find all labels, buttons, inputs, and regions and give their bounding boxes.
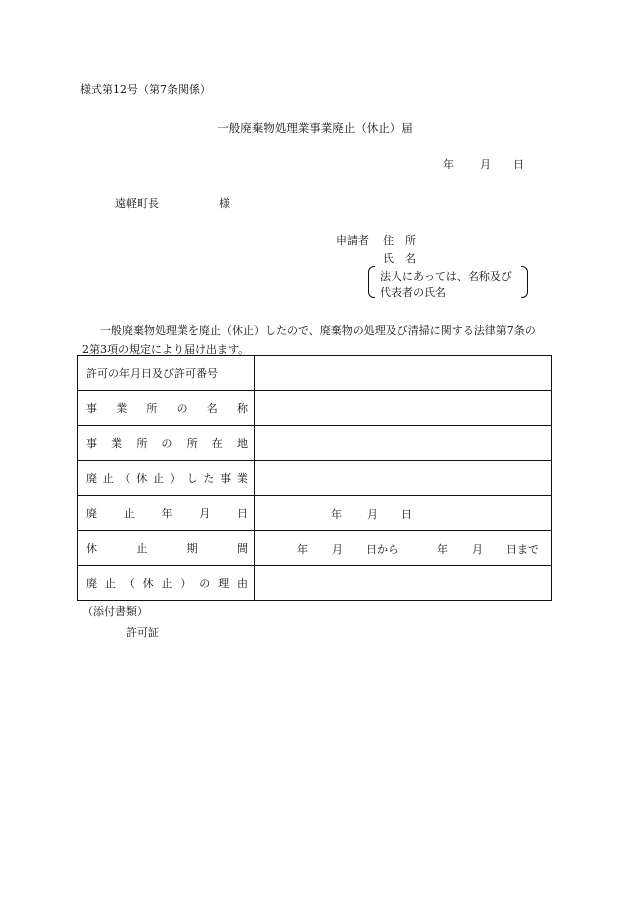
label-char: 所	[186, 437, 198, 450]
from-month-label: 月	[332, 543, 343, 556]
label-char: 休	[142, 577, 154, 590]
label-char: 在	[211, 437, 223, 450]
label-char: 月	[199, 507, 211, 520]
table-row	[78, 426, 552, 461]
to-day-label: 日まで	[506, 543, 539, 556]
document-title: 一般廃棄物処理業事業廃止（休止）届	[217, 121, 413, 135]
label-char: 業	[236, 472, 248, 485]
label-char: 所	[136, 437, 148, 450]
label-char: （	[123, 577, 135, 590]
date-month-label: 月	[480, 158, 491, 171]
applicant-label: 申請者	[336, 234, 369, 247]
corporate-note-line: 代表者の氏名	[380, 286, 446, 299]
row-label-office-name	[78, 391, 255, 426]
label-char: 廃	[86, 577, 97, 590]
label-char: ）	[169, 472, 181, 485]
label-char: 止	[123, 507, 135, 520]
table-row	[78, 356, 552, 391]
label-char: 称	[236, 402, 248, 415]
field-discontinued-business[interactable]	[255, 461, 552, 496]
period-value-row	[255, 531, 551, 565]
from-year-label: 年	[297, 543, 308, 556]
label-char: 年	[161, 507, 173, 520]
attachment-item: 許可証	[126, 626, 159, 639]
label-char: し	[186, 472, 198, 485]
date-year-label: 年	[443, 158, 454, 171]
date-day-label: 日	[513, 158, 524, 171]
label-char: 期	[186, 542, 198, 555]
label-char: 名	[206, 402, 218, 415]
date-value-row	[255, 496, 551, 530]
label-char: 止	[136, 542, 148, 555]
spread-label	[86, 505, 248, 521]
row-label-discontinued-business	[78, 461, 255, 496]
spread-label	[86, 575, 248, 591]
label-char: 地	[236, 437, 248, 450]
spread-label	[86, 540, 248, 556]
year-label: 年	[331, 508, 342, 521]
label-char: 止	[104, 577, 116, 590]
field-office-name[interactable]	[255, 391, 552, 426]
spread-label	[86, 470, 248, 486]
notification-table	[77, 355, 552, 601]
label-char: 日	[237, 507, 248, 520]
label-char: の	[176, 402, 188, 415]
label-char: 止	[153, 472, 165, 485]
label-char: 止	[161, 577, 173, 590]
label-char: 休	[136, 472, 148, 485]
label-char: 由	[237, 577, 248, 590]
right-bracket	[521, 266, 528, 298]
label-char: 止	[102, 472, 114, 485]
label-char: 廃	[86, 472, 97, 485]
body-text-line: 一般廃棄物処理業を廃止（休止）したので、廃棄物の処理及び清掃に関する法律第7条の	[100, 324, 536, 337]
table-row	[78, 496, 552, 531]
table-row	[78, 391, 552, 426]
row-label-office-location	[78, 426, 255, 461]
field-discontinuation-date[interactable]	[255, 496, 552, 531]
spread-label	[86, 435, 248, 451]
label-char: 間	[236, 542, 248, 555]
left-bracket	[368, 266, 375, 298]
to-month-label: 月	[472, 543, 483, 556]
month-label: 月	[367, 508, 378, 521]
field-permit-date-number[interactable]	[255, 356, 552, 391]
to-year-label: 年	[437, 543, 448, 556]
label-char: 事	[86, 437, 97, 450]
row-label-reason	[78, 566, 255, 601]
row-label-discontinuation-date	[78, 496, 255, 531]
table-row	[78, 566, 552, 601]
form-number: 様式第12号（第7条関係）	[80, 83, 211, 96]
label-char: 休	[86, 542, 97, 555]
table-row	[78, 531, 552, 566]
applicant-name-label: 氏 名	[383, 252, 416, 265]
applicant-address-label: 住 所	[383, 234, 416, 247]
label-char: の	[199, 577, 211, 590]
field-office-location[interactable]	[255, 426, 552, 461]
label-char: の	[161, 437, 173, 450]
addressee: 遠軽町長	[115, 197, 159, 210]
label-char: ）	[180, 577, 192, 590]
from-day-label: 日から	[366, 543, 399, 556]
label-char: 業	[116, 402, 128, 415]
field-reason[interactable]	[255, 566, 552, 601]
corporate-note	[368, 266, 528, 298]
addressee-honorific: 様	[219, 197, 230, 210]
label-char: た	[203, 472, 215, 485]
row-label-permit-date-number: 許可の年月日及び許可番号	[78, 356, 255, 391]
day-label: 日	[401, 508, 412, 521]
label-char: 所	[146, 402, 158, 415]
body-text-line: 2第3項の規定により届け出ます。	[82, 343, 250, 356]
label-char: 理	[218, 577, 230, 590]
table-row	[78, 461, 552, 496]
spread-label	[86, 400, 248, 416]
attachments-label: （添付書類）	[82, 605, 148, 618]
corporate-note-line: 法人にあっては、名称及び	[380, 270, 512, 283]
label-char: 業	[111, 437, 123, 450]
field-suspension-period[interactable]	[255, 531, 552, 566]
label-char: 廃	[86, 507, 97, 520]
row-label-suspension-period	[78, 531, 255, 566]
label-char: 事	[220, 472, 232, 485]
label-char: （	[119, 472, 131, 485]
label-char: 事	[86, 402, 97, 415]
